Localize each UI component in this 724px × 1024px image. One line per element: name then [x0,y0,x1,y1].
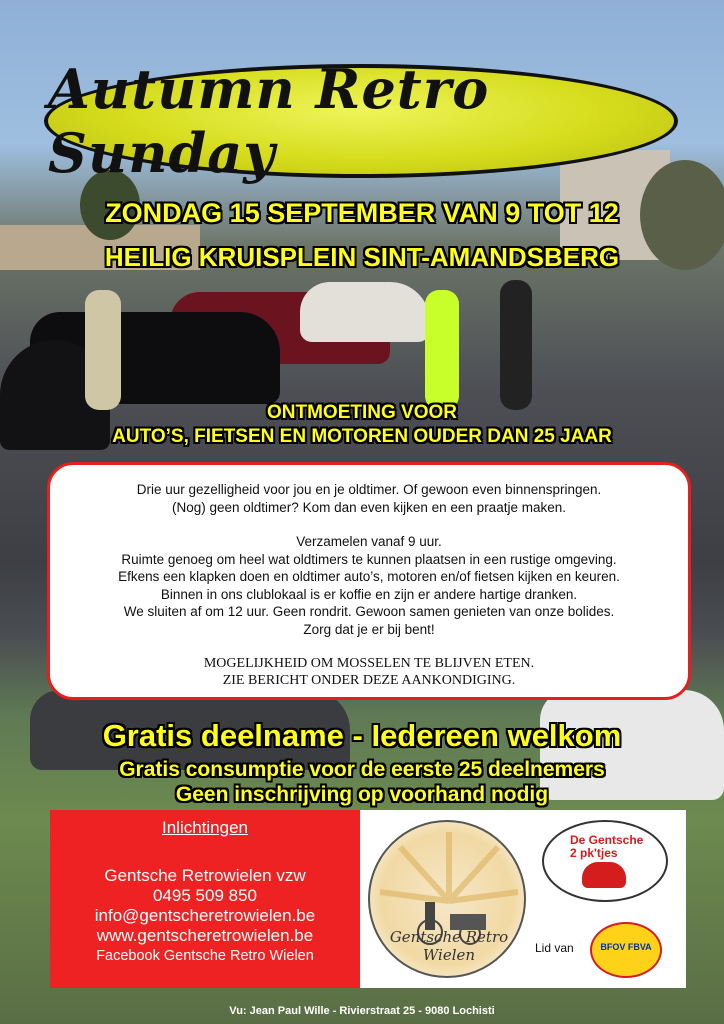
contact-box [50,810,360,988]
partner-logo-text [570,834,643,860]
title-banner [44,57,678,185]
person [500,280,532,410]
info-text: Zorg dat je er bij bent! [303,621,435,637]
info-text: Ruimte genoeg om heel wat oldtimers te kunnen plaatsen in een rustige omgeving. [121,551,617,567]
contact-email[interactable]: info@gentscheretrowielen.be [94,906,316,925]
mussels-notice: ZIE BERICHT ONDER DEZE AANKONDIGING. [222,673,516,688]
date-line: ZONDAG 15 SEPTEMBER VAN 9 TOT 12 [105,198,619,228]
location-line: HEILIG KRUISPLEIN SINT-AMANDSBERG [104,242,620,272]
partner-logo-line: De Gentsche [570,833,644,847]
info-box [47,462,691,700]
contact-heading: Inlichtingen [161,818,248,837]
partner-logo [542,820,668,902]
info-text: Verzamelen vanaf 9 uur. [296,534,442,549]
info-text: Binnen in ons clublokaal is er koffie en zijn er andere hartige dranken. [160,586,578,602]
info-text: Drie uur gezelligheid voor jou en je oldtimer. Of gewoon even binnenspringen. [136,482,602,497]
federation-logo-text: BFOV FBVA [600,942,652,952]
club-logo-text: Gentsche Retro Wielen [389,928,509,964]
club-logo [368,820,526,978]
person [425,290,459,410]
no-registration-line: Geen inschrijving op voorhand nodig [175,783,549,806]
free-entry-line: Gratis deelname - Iedereen welkom [102,718,622,753]
event-title: Autumn Retro Sunday [48,57,490,185]
contact-website[interactable]: www.gentscheretrowielen.be [96,926,314,945]
federation-logo [590,922,662,978]
classic-car [300,282,430,342]
contact-facebook[interactable]: Facebook Gentsche Retro Wielen [96,948,314,964]
partner-logo-line: 2 pk'tjes [570,846,618,860]
mussels-notice: MOGELIJKHEID OM MOSSELEN TE BLIJVEN ETEN. [203,656,535,671]
meeting-line-1: ONTMOETING VOOR [267,402,457,423]
contact-org: Gentsche Retrowielen vzw [104,866,306,885]
member-of-label: Lid van [535,941,574,955]
contact-phone[interactable]: 0495 509 850 [153,886,257,905]
info-text: We sluiten af om 12 uur. Geen rondrit. Gewoon samen genieten van onze bolides. [123,604,615,619]
person [85,290,121,410]
2cv-car-icon [582,862,626,888]
meeting-line-2: AUTO’S, FIETSEN EN MOTOREN OUDER DAN 25 JAAR [112,426,612,447]
info-text: (Nog) geen oldtimer? Kom dan even kijken en een praatje maken. [172,499,566,515]
contact-panel [50,810,686,988]
free-consumption-line: Gratis consumptie voor de eerste 25 deelnemers [119,758,605,781]
publisher-footer: Vu: Jean Paul Wille - Rivierstraat 25 - 9080 Lochisti [229,1005,495,1017]
info-text: Efkens een klapken doen en oldtimer auto’s, motoren en/of fietsen kijken en keuren. [118,569,620,584]
